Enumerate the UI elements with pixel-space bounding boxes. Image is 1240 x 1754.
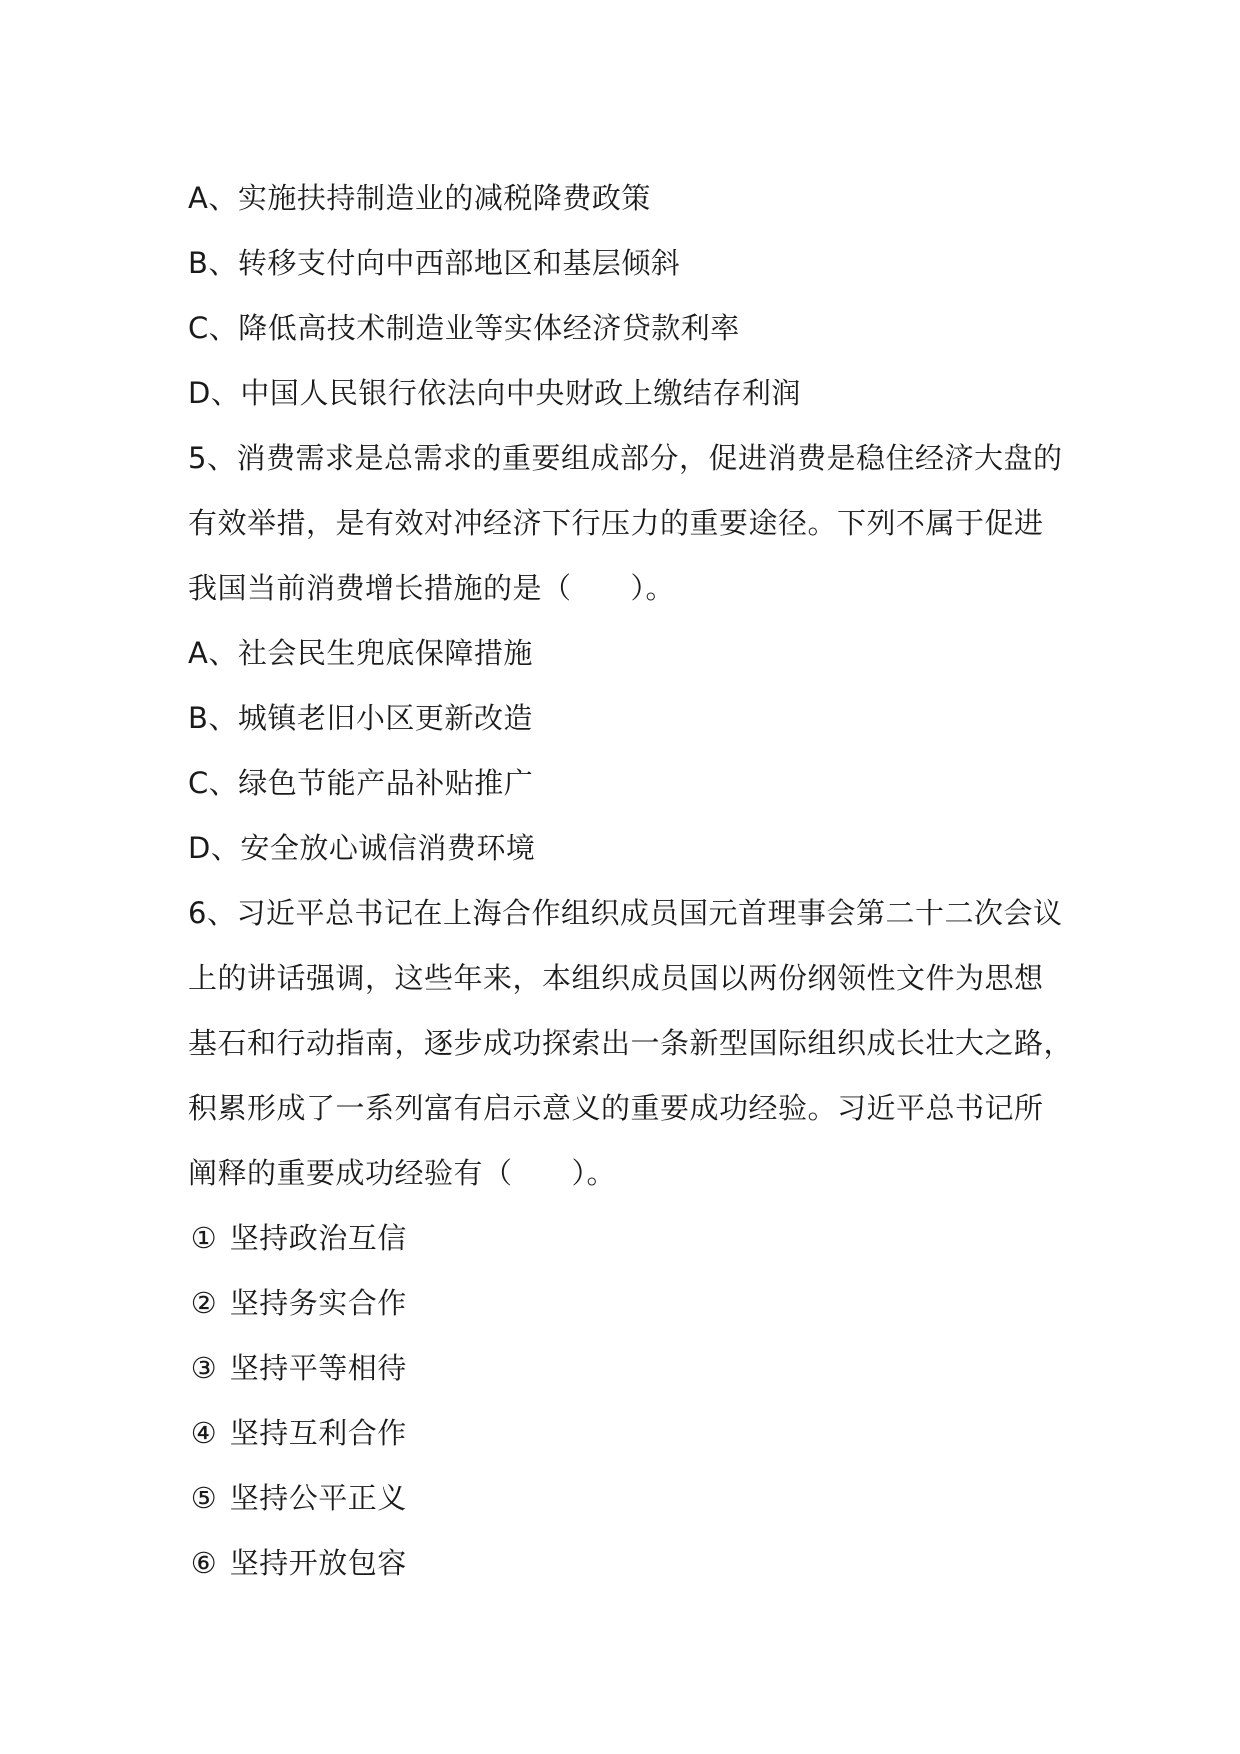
item-number: ⑤ — [190, 1481, 218, 1515]
q4-option-a — [188, 166, 1088, 231]
option-text: 降低高技术制造业等实体经济贷款利率 — [238, 311, 740, 345]
item-number: ④ — [190, 1416, 218, 1450]
item-number: ② — [190, 1286, 218, 1320]
option-text: 绿色节能产品补贴推广 — [238, 766, 534, 800]
item-number: ③ — [190, 1351, 218, 1385]
q6-item-4 — [188, 1401, 1088, 1466]
q4-option-b — [188, 231, 1088, 296]
option-key: D、 — [188, 831, 241, 865]
q4-option-c — [188, 296, 1088, 361]
q5-stem-line-1: 5、消费需求是总需求的重要组成部分，促进消费是稳住经济大盘的 — [188, 441, 1063, 475]
option-text: 实施扶持制造业的减税降费政策 — [237, 181, 651, 215]
document-body — [188, 166, 1088, 1596]
item-text: 坚持公平正义 — [229, 1481, 407, 1515]
q6-item-1 — [188, 1206, 1088, 1271]
option-key: B、 — [188, 701, 238, 735]
item-text: 坚持互利合作 — [229, 1416, 407, 1450]
item-text: 坚持务实合作 — [229, 1286, 407, 1320]
q6-item-3 — [188, 1336, 1088, 1401]
option-text: 安全放心诚信消费环境 — [240, 831, 536, 865]
option-text: 社会民生兜底保障措施 — [237, 636, 533, 670]
option-key: B、 — [188, 246, 238, 280]
q6-stem-line-1: 6、习近平总书记在上海合作组织成员国元首理事会第二十二次会议 — [188, 896, 1063, 930]
q5-option-d — [188, 816, 1088, 881]
item-text: 坚持开放包容 — [229, 1546, 407, 1580]
q5-option-c — [188, 751, 1088, 816]
option-key: D、 — [188, 376, 241, 410]
option-key: C、 — [188, 766, 239, 800]
item-number: ⑥ — [190, 1546, 218, 1580]
q6-stem-line-2: 上的讲话强调，这些年来，本组织成员国以两份纲领性文件为思想 — [188, 961, 1044, 995]
option-key: C、 — [188, 311, 239, 345]
item-text: 坚持平等相待 — [229, 1351, 407, 1385]
q6-stem-line-5: 阐释的重要成功经验有（ ）。 — [188, 1156, 617, 1190]
q5-option-b — [188, 686, 1088, 751]
q4-option-d — [188, 361, 1088, 426]
option-key: A、 — [188, 181, 238, 215]
item-text: 坚持政治互信 — [229, 1221, 407, 1255]
item-number: ① — [190, 1221, 218, 1255]
q5-stem-line-3: 我国当前消费增长措施的是（ ）。 — [188, 571, 676, 605]
option-key: A、 — [188, 636, 238, 670]
option-text: 中国人民银行依法向中央财政上缴结存利润 — [240, 376, 801, 410]
q6-item-6 — [188, 1531, 1088, 1596]
q5-option-a — [188, 621, 1088, 686]
q6-stem-line-3: 基石和行动指南，逐步成功探索出一条新型国际组织成长壮大之路， — [188, 1026, 1074, 1060]
option-text: 转移支付向中西部地区和基层倾斜 — [237, 246, 681, 280]
q6-stem-line-4: 积累形成了一系列富有启示意义的重要成功经验。习近平总书记所 — [188, 1091, 1044, 1125]
q5-stem-line-2: 有效举措，是有效对冲经济下行压力的重要途径。下列不属于促进 — [188, 506, 1044, 540]
q6-item-2 — [188, 1271, 1088, 1336]
option-text: 城镇老旧小区更新改造 — [237, 701, 533, 735]
q6-item-5 — [188, 1466, 1088, 1531]
